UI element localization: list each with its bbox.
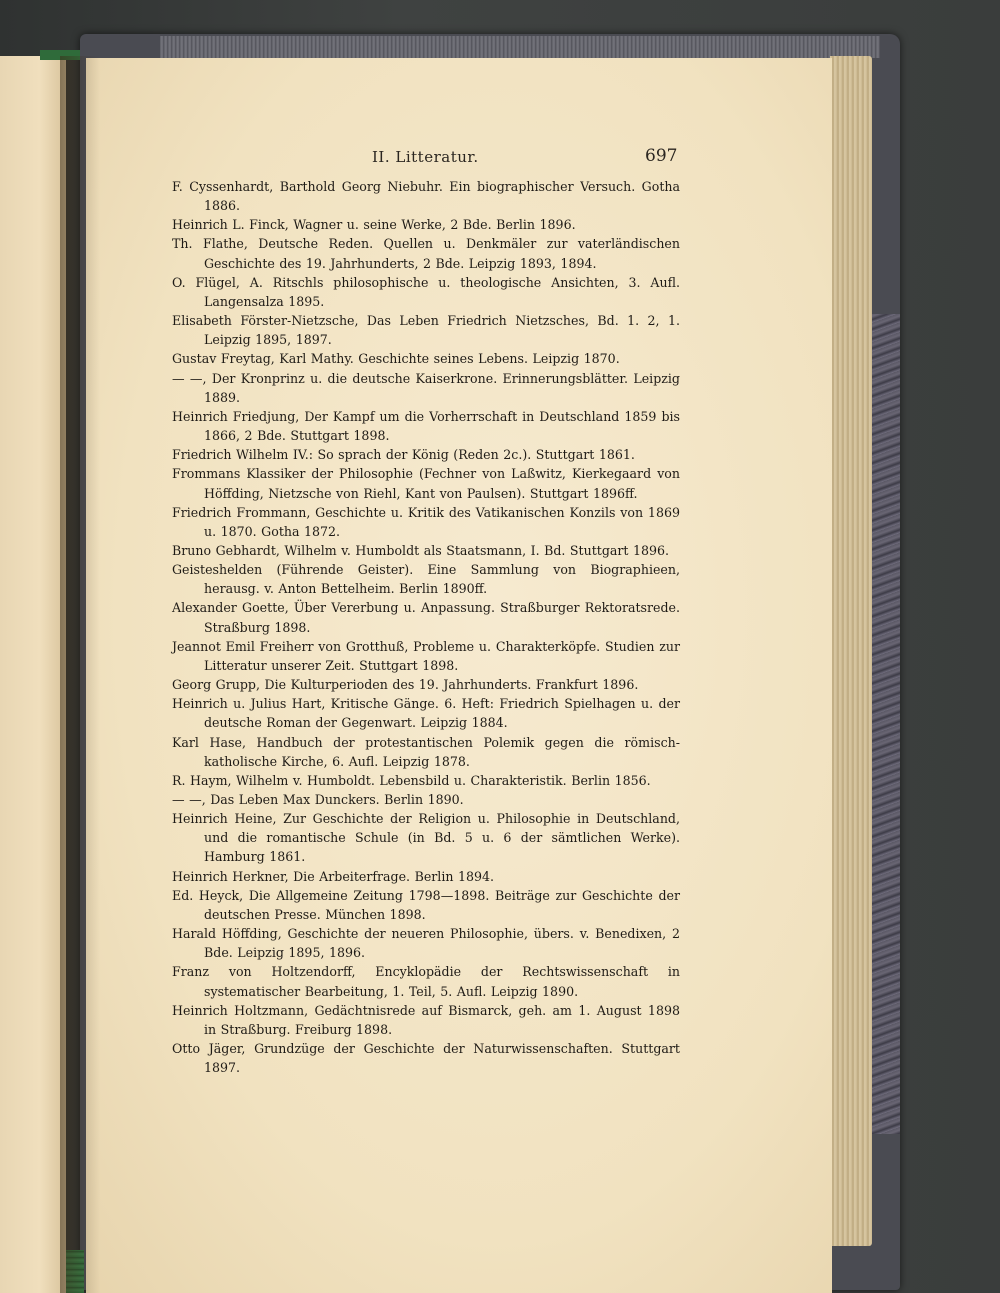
bibliography-entry: Otto Jäger, Grundzüge der Geschichte der Naturwissenschaften. Stuttgart 1897.	[172, 1041, 680, 1076]
bibliography-entry: F. Cyssenhardt, Barthold Georg Niebuhr. Ein biographischer Versuch. Gotha 1886.	[172, 179, 680, 214]
bibliography-entry: Heinrich Friedjung, Der Kampf um die Vorherrschaft in Deutschland 1859 bis 1866, 2 Bde. Stuttgart 1898.	[172, 408, 680, 444]
bibliography-entry: Friedrich Wilhelm IV.: So sprach der König (Reden 2c.). Stuttgart 1861.	[172, 447, 635, 463]
gutter-shadow	[60, 56, 100, 1293]
bibliography-entry: Heinrich L. Finck, Wagner u. seine Werke, 2 Bde. Berlin 1896.	[172, 217, 576, 233]
bibliography-entry: O. Flügel, A. Ritschls philosophische u. theologische Ansichten, 3. Aufl. Langensalza 1895.	[172, 274, 680, 309]
bibliography-list	[172, 177, 680, 1077]
bibliography-entry: Heinrich u. Julius Hart, Kritische Gänge. 6. Heft: Friedrich Spielhagen u. der deutsche Roman der Gegenwart. Leipzig 1884.	[172, 696, 680, 731]
bibliography-entry: Heinrich Holtzmann, Gedächtnisrede auf Bismarck, geh. am 1. August 1898 in Straßburg. Freiburg 1898.	[172, 1002, 680, 1037]
bibliography-entry: Elisabeth Förster-Nietzsche, Das Leben Friedrich Nietzsches, Bd. 1. 2, 1. Leipzig 1895, 1897.	[172, 313, 680, 348]
bibliography-entry: Geisteshelden (Führende Geister). Eine Sammlung von Biographieen, herausg. v. Anton Bettelheim. Berlin 1890ff.	[172, 562, 680, 597]
cover-top-edge	[160, 36, 880, 58]
bibliography-entry: Georg Grupp, Die Kulturperioden des 19. Jahrhunderts. Frankfurt 1896.	[172, 677, 639, 693]
bibliography-entry: Harald Höffding, Geschichte der neueren Philosophie, übers. v. Benedixen, 2 Bde. Leipzig 1895, 1896.	[172, 926, 680, 961]
bibliography-entry: — —, Das Leben Max Dunckers. Berlin 1890.	[172, 792, 464, 807]
bibliography-entry: — —, Der Kronprinz u. die deutsche Kaiserkrone. Erinnerungsblätter. Leipzig 1889.	[172, 370, 680, 405]
bibliography-entry: Alexander Goette, Über Vererbung u. Anpassung. Straßburger Rektoratsrede. Straßburg 1898.	[172, 600, 680, 635]
left-page	[0, 56, 66, 1293]
bibliography-entry: R. Haym, Wilhelm v. Humboldt. Lebensbild u. Charakteristik. Berlin 1856.	[172, 772, 651, 788]
running-head: II. Litteratur.	[372, 148, 479, 166]
bibliography-entry: Gustav Freytag, Karl Mathy. Geschichte seines Lebens. Leipzig 1870.	[172, 351, 620, 367]
bibliography-entry: Bruno Gebhardt, Wilhelm v. Humboldt als Staatsmann, I. Bd. Stuttgart 1896.	[172, 542, 670, 558]
bibliography-entry: Ed. Heyck, Die Allgemeine Zeitung 1798—1898. Beiträge zur Geschichte der deutschen Presse. München 1898.	[172, 887, 680, 922]
bibliography-entry: Jeannot Emil Freiherr von Grotthuß, Probleme u. Charakterköpfe. Studien zur Litteratur unserer Zeit. Stuttgart 1898.	[172, 638, 680, 673]
page-edges	[830, 56, 872, 1246]
bibliography-entry: Friedrich Frommann, Geschichte u. Kritik des Vatikanischen Konzils von 1869 u. 1870. Gotha 1872.	[172, 504, 680, 539]
bibliography-entry: Heinrich Herkner, Die Arbeiterfrage. Berlin 1894.	[172, 868, 495, 884]
bibliography-entry: Karl Hase, Handbuch der protestantischen Polemik gegen die römisch-katholische Kirche, 6. Aufl. Leipzig 1878.	[172, 734, 680, 769]
cover-texture	[870, 314, 900, 1134]
bibliography-entry: Frommans Klassiker der Philosophie (Fechner von Laßwitz, Kierkegaard von Höffding, Nietzsche von Riehl, Kant von Paulsen). Stuttgart 1896ff.	[172, 466, 680, 501]
bibliography-entry: Franz von Holtzendorff, Encyklopädie der Rechtswissenschaft in systematischer Bearbeitung, 1. Teil, 5. Aufl. Leipzig 1890.	[172, 964, 680, 999]
page-number: 697	[645, 146, 678, 166]
bibliography-entry: Heinrich Heine, Zur Geschichte der Religion u. Philosophie in Deutschland, und die romantische Schule (in Bd. 5 u. 6 der sämtlichen Werke). Hamburg 1861.	[172, 811, 680, 865]
bibliography-entry: Th. Flathe, Deutsche Reden. Quellen u. Denkmäler zur vaterländischen Geschichte des 19. Jahrhunderts, 2 Bde. Leipzig 1893, 1894.	[172, 236, 680, 271]
